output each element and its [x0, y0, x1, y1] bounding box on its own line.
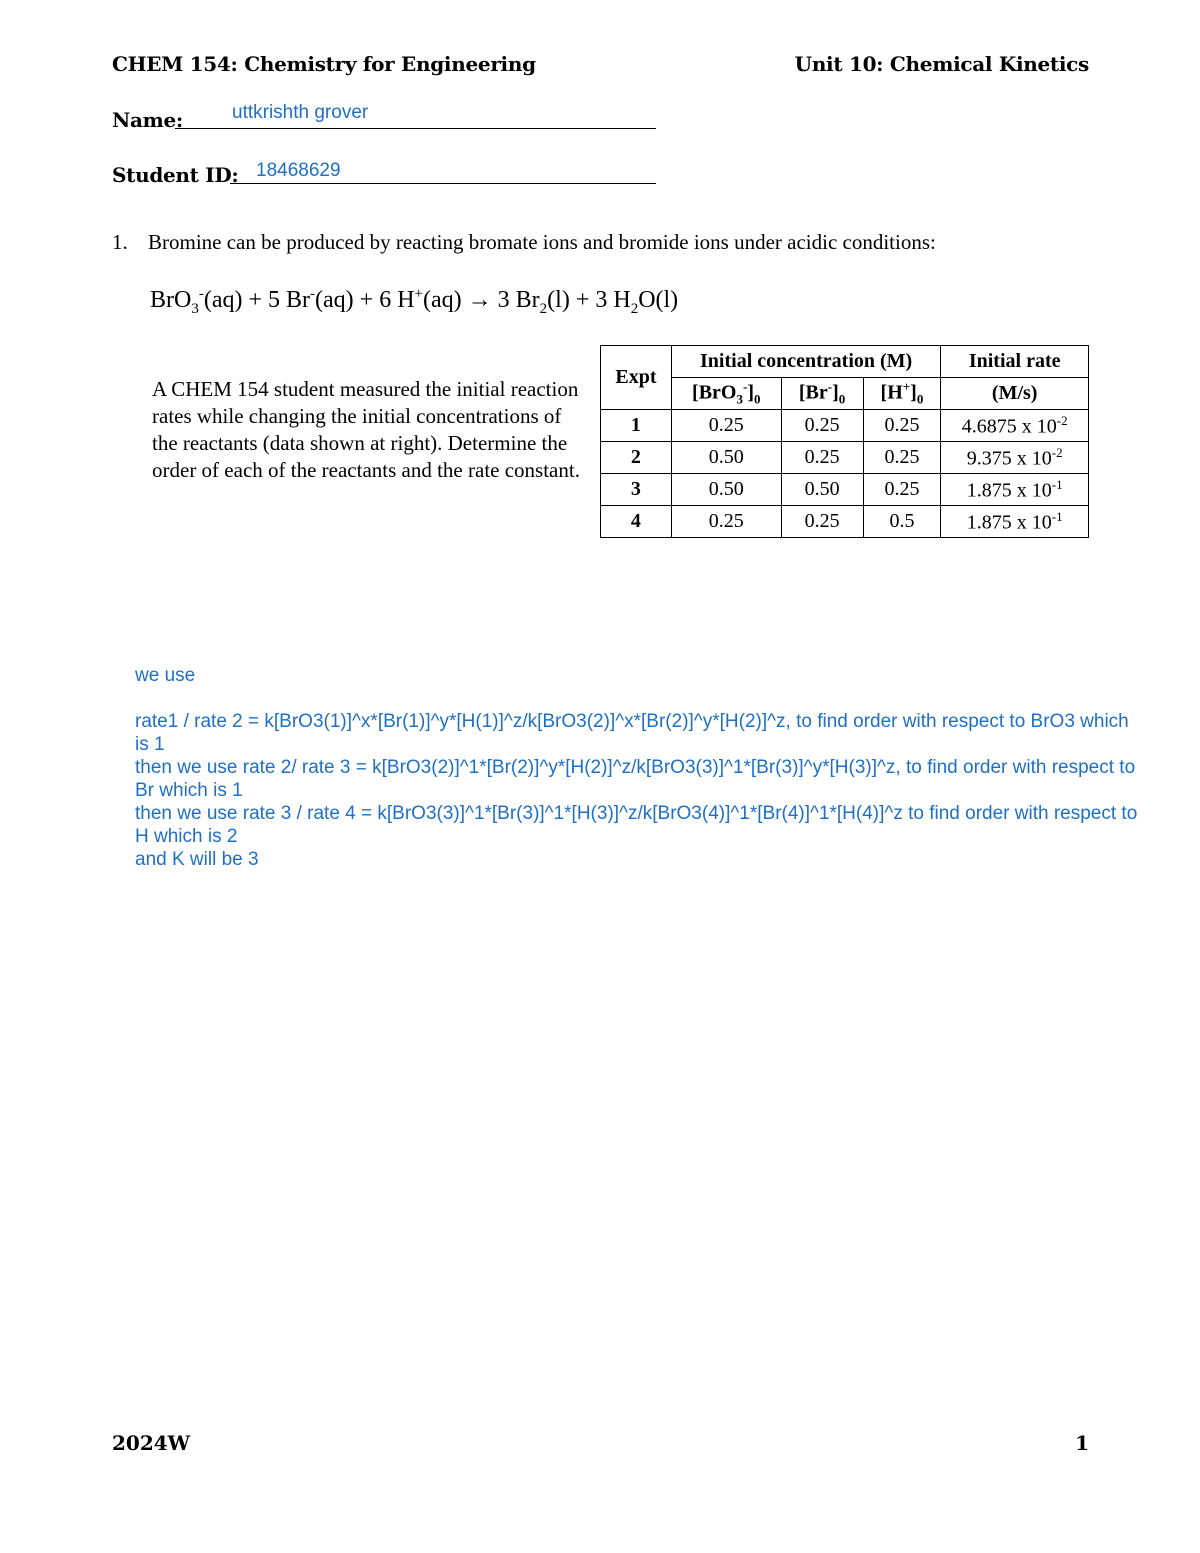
footer-term: 2024W — [112, 1431, 191, 1455]
table-row — [601, 506, 1089, 538]
question-number: 1. — [112, 230, 128, 254]
rate-unit-header: (M/s) — [941, 378, 1089, 410]
bro3-cell: 0.25 — [671, 410, 781, 442]
h-cell: 0.5 — [863, 506, 941, 538]
answer-line: rate1 / rate 2 = k[BrO3(1)]^x*[Br(1)]^y*[H(1)]^z/k[BrO3(2)]^x*[Br(2)]^y*[H(2)]^z, to find order with respect to BrO3 which is 1 — [135, 711, 1129, 755]
concentration-header: Initial concentration (M) — [671, 346, 941, 378]
answer-line: we use — [135, 665, 196, 686]
br-cell: 0.50 — [781, 474, 863, 506]
expt-header: Expt — [601, 346, 672, 410]
rate-cell: 1.875 x $10^{-1}$ — [941, 474, 1089, 506]
student-id-label: Student ID: — [112, 163, 239, 187]
reaction-equation: BrO$_3$-(aq) + 5 Br-(aq) + 6 H+(aq) → 3 $Br_2(l) + 3$ $H_2O(l)$ — [150, 286, 679, 317]
h-column-header: $[H^+]_0$ — [863, 378, 941, 410]
rate-header: Initial rate — [941, 346, 1089, 378]
h-cell: 0.25 — [863, 474, 941, 506]
page-number: 1 — [1075, 1431, 1089, 1455]
expt-cell: 4 — [601, 506, 672, 538]
h-cell: 0.25 — [863, 410, 941, 442]
bro3-cell: 0.25 — [671, 506, 781, 538]
bro3-cell: 0.50 — [671, 442, 781, 474]
name-field[interactable]: uttkrishth grover — [232, 102, 369, 123]
student-id-field[interactable]: 18468629 — [256, 160, 341, 181]
bro3-column-header: $[BrO_3^-]_0$ — [671, 378, 781, 410]
kinetics-data-table — [600, 345, 1089, 538]
bro3-cell: 0.50 — [671, 474, 781, 506]
table-row — [601, 474, 1089, 506]
h-cell: 0.25 — [863, 442, 941, 474]
answer-line: then we use rate 2/ rate 3 = k[BrO3(2)]^1*[Br(2)]^y*[H(2)]^z/k[BrO3(3)]^1*[Br(3)]^y*[H(3)]^z, to find order with respect to Br which is 1 — [135, 757, 1136, 801]
name-label: Name: — [112, 108, 184, 132]
br-cell: 0.25 — [781, 410, 863, 442]
table-row — [601, 410, 1089, 442]
br-cell: 0.25 — [781, 442, 863, 474]
expt-cell: 3 — [601, 474, 672, 506]
unit-title: Unit 10: Chemical Kinetics — [794, 52, 1089, 76]
question-text: Bromine can be produced by reacting bromate ions and bromide ions under acidic conditions: — [148, 230, 936, 254]
course-title: CHEM 154: Chemistry for Engineering — [112, 52, 536, 76]
br-cell: 0.25 — [781, 506, 863, 538]
question-prompt: A CHEM 154 student measured the initial reaction rates while changing the initial concentrations of the reactants (data shown at right). Determine the order of each of the reactants and the rate constant. — [152, 377, 580, 482]
rate-cell: 4.6875 x $10^{-2}$ — [941, 410, 1089, 442]
expt-cell: 1 — [601, 410, 672, 442]
answer-line: and K will be 3 — [135, 849, 259, 870]
rate-cell: 1.875 x $10^{-1}$ — [941, 506, 1089, 538]
name-underline — [175, 128, 656, 129]
answer-text-box[interactable] — [135, 664, 1145, 871]
student-id-underline — [230, 183, 656, 184]
rate-cell: 9.375 x $10^{-2}$ — [941, 442, 1089, 474]
br-column-header: $[Br^-]_0$ — [781, 378, 863, 410]
answer-line: then we use rate 3 / rate 4 = k[BrO3(3)]^1*[Br(3)]^1*[H(3)]^z/k[BrO3(4)]^1*[Br(4)]^1*[H(4)]^z to find order with respect to H which is 2 — [135, 803, 1138, 847]
expt-cell: 2 — [601, 442, 672, 474]
table-row — [601, 442, 1089, 474]
